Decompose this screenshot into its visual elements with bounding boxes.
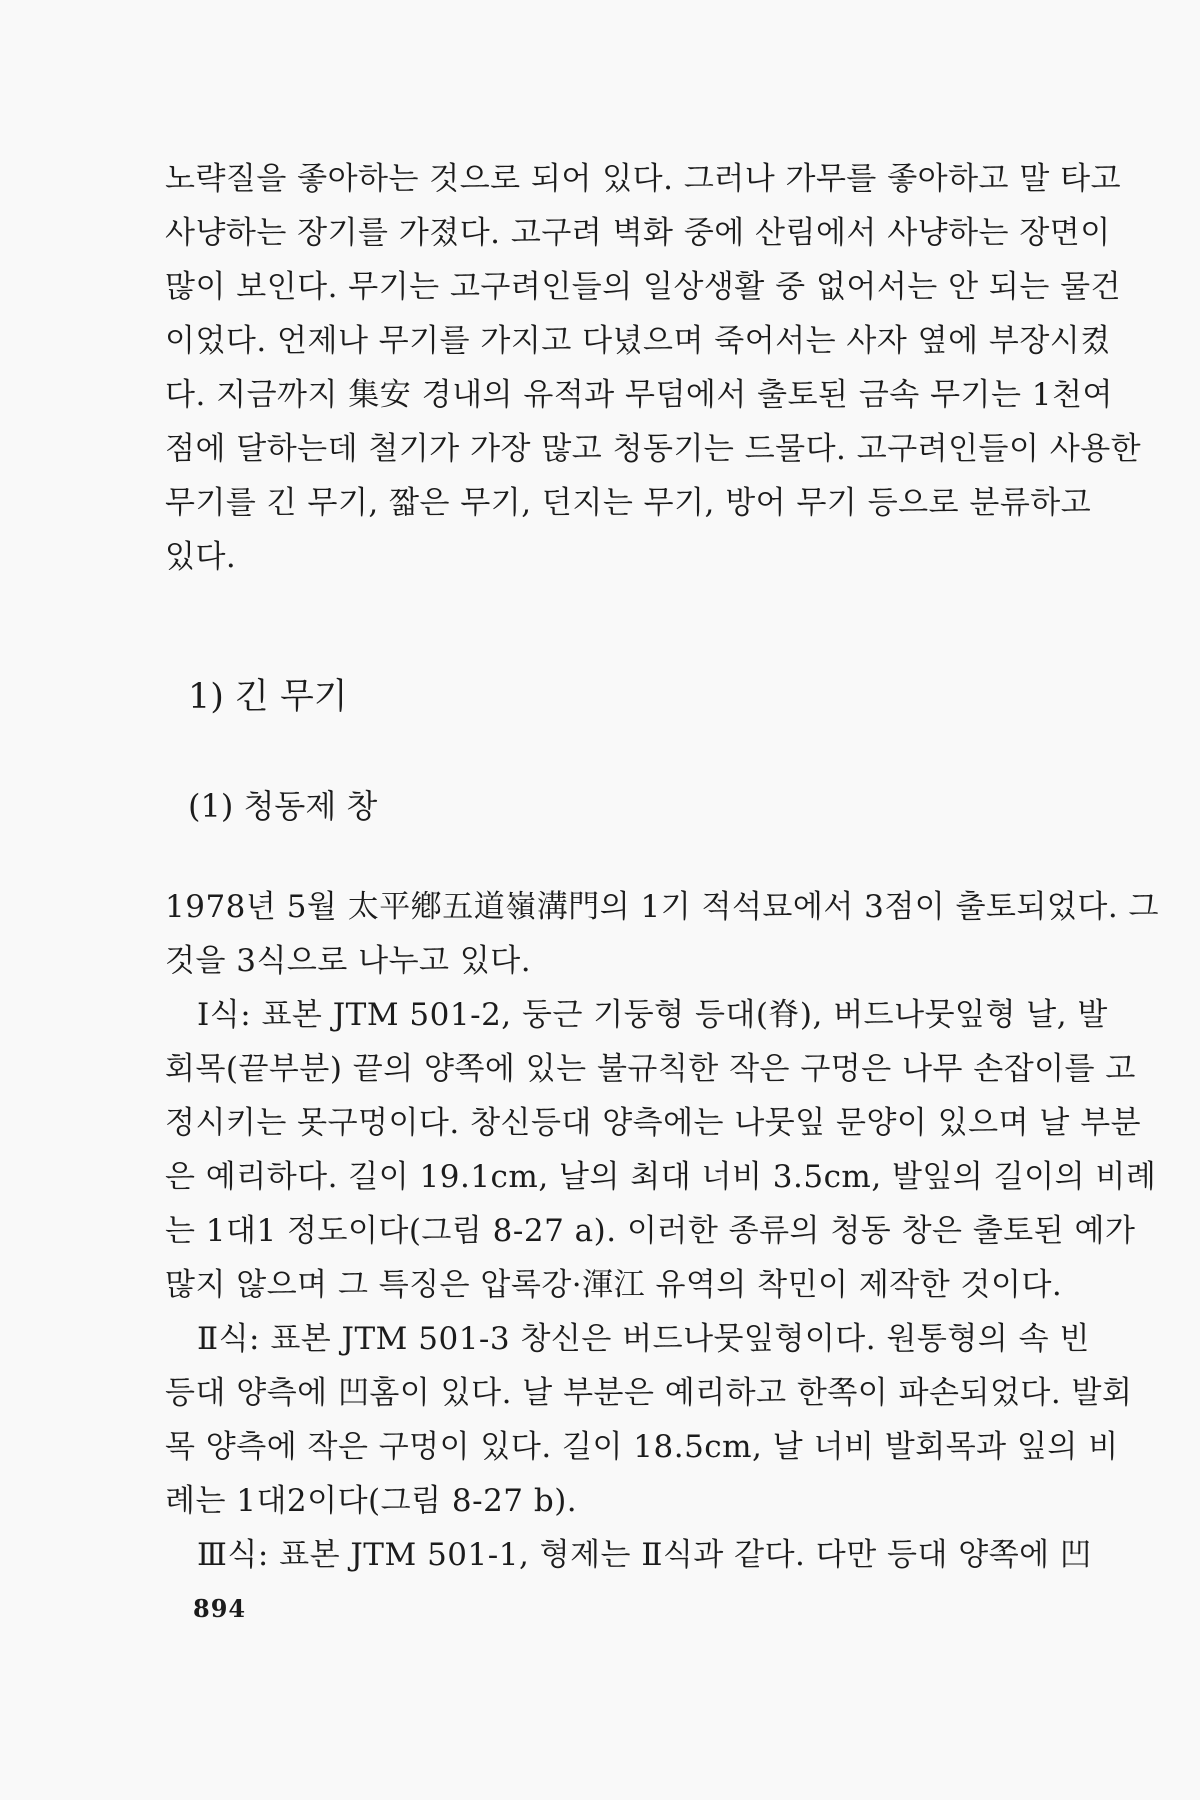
text-line: 노략질을 좋아하는 것으로 되어 있다. 그러나 가무를 좋아하고 말 타고 bbox=[165, 161, 1122, 197]
text-line: 은 예리하다. 길이 19.1cm, 날의 최대 너비 3.5cm, 발잎의 길이의 비례 bbox=[165, 1159, 1157, 1195]
body-paragraph bbox=[165, 880, 1159, 1582]
text-line: 등대 양측에 凹홈이 있다. 날 부분은 예리하고 한쪽이 파손되었다. 발회 bbox=[165, 1375, 1133, 1411]
text-line: 사냥하는 장기를 가졌다. 고구려 벽화 중에 산림에서 사냥하는 장면이 bbox=[165, 215, 1111, 251]
text-line: 것을 3식으로 나누고 있다. bbox=[165, 943, 532, 979]
text-line: 1978년 5월 太平鄕五道嶺溝門의 1기 적석묘에서 3점이 출토되었다. 그 bbox=[165, 889, 1159, 925]
text-line: 정시키는 못구멍이다. 창신등대 양측에는 나뭇잎 문양이 있으며 날 부분 bbox=[165, 1105, 1142, 1141]
text-line: 많지 않으며 그 특징은 압록강·渾江 유역의 착민이 제작한 것이다. bbox=[165, 1267, 1063, 1303]
text-line: 무기를 긴 무기, 짧은 무기, 던지는 무기, 방어 무기 등으로 분류하고 bbox=[165, 485, 1092, 521]
text-line: 례는 1대2이다(그림 8-27 b). bbox=[165, 1483, 578, 1519]
text-line: 많이 보인다. 무기는 고구려인들의 일상생활 중 없어서는 안 되는 물건 bbox=[165, 269, 1122, 305]
text-line: Ⅱ식: 표본 JTM 501-3 창신은 버드나뭇잎형이다. 원통형의 속 빈 bbox=[197, 1321, 1090, 1357]
text-line: Ⅲ식: 표본 JTM 501-1, 형제는 Ⅱ식과 같다. 다만 등대 양쪽에 凹 bbox=[197, 1537, 1092, 1573]
subsection-heading: (1) 청동제 창 bbox=[188, 787, 378, 825]
text-line: 점에 달하는데 철기가 가장 많고 청동기는 드물다. 고구려인들이 사용한 bbox=[165, 431, 1142, 467]
text-line: Ⅰ식: 표본 JTM 501-2, 둥근 기둥형 등대(脊), 버드나뭇잎형 날, 발 bbox=[197, 997, 1108, 1033]
text-line: 다. 지금까지 集安 경내의 유적과 무덤에서 출토된 금속 무기는 1천여 bbox=[165, 377, 1113, 413]
intro-paragraph bbox=[165, 152, 1142, 584]
text-line: 회목(끝부분) 끝의 양쪽에 있는 불규칙한 작은 구멍은 나무 손잡이를 고 bbox=[165, 1051, 1136, 1087]
page-number: 894 bbox=[193, 1594, 247, 1623]
section-heading: 1) 긴 무기 bbox=[188, 677, 348, 717]
text-line: 목 양측에 작은 구멍이 있다. 길이 18.5cm, 날 너비 발회목과 잎의 비 bbox=[165, 1429, 1119, 1465]
text-line: 있다. bbox=[165, 539, 237, 575]
text-line: 는 1대1 정도이다(그림 8-27 a). 이러한 종류의 청동 창은 출토된 예가 bbox=[165, 1213, 1136, 1249]
text-line: 이었다. 언제나 무기를 가지고 다녔으며 죽어서는 사자 옆에 부장시켰 bbox=[165, 323, 1111, 359]
